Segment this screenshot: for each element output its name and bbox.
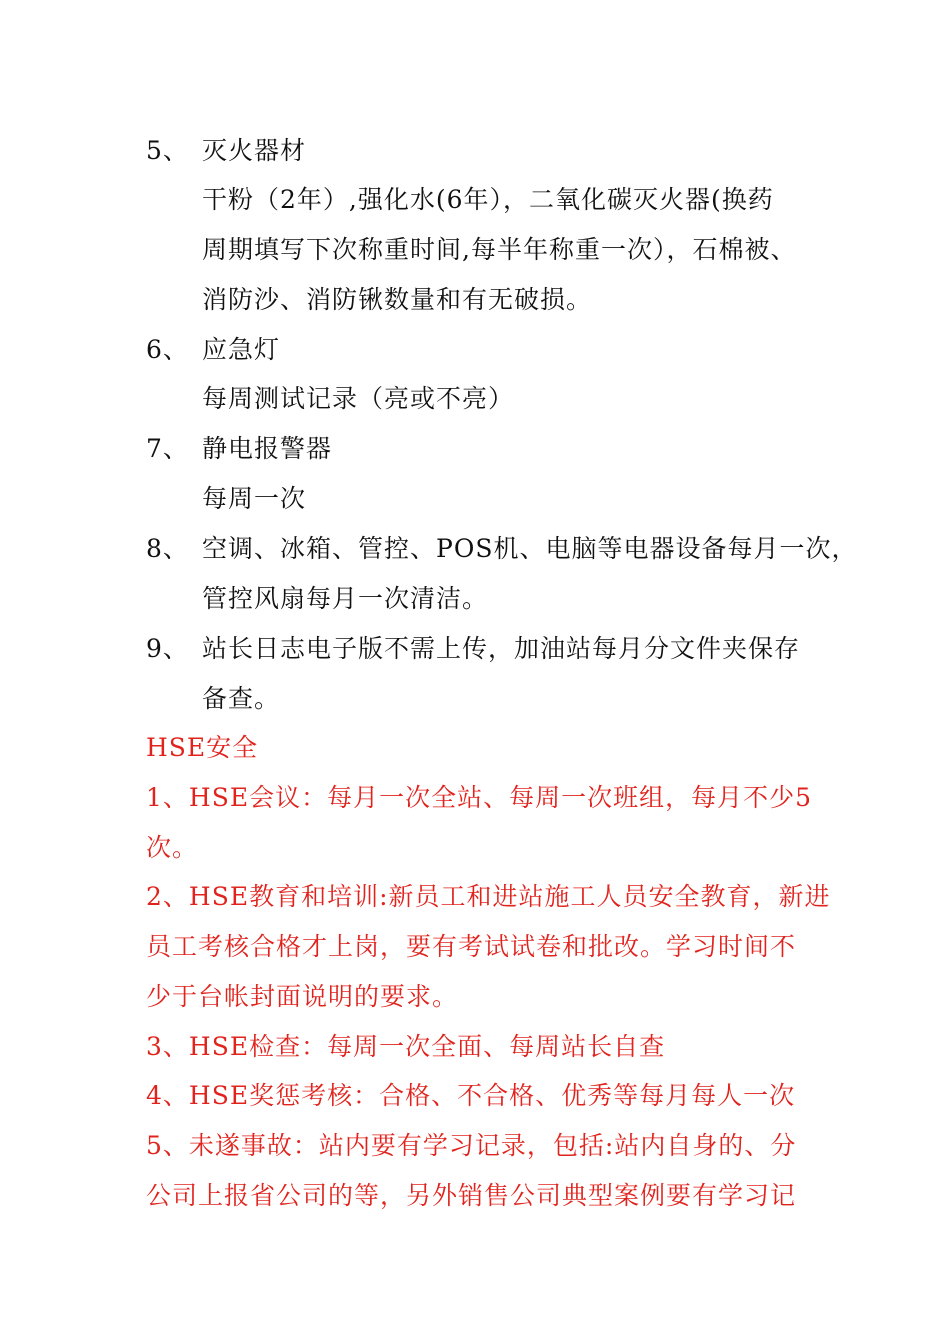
item-number: 6、 [146, 335, 189, 364]
hse-line: 少于台帐封面说明的要求。 [146, 982, 459, 1011]
item-number: 7、 [146, 434, 189, 463]
hse-line: 次。 [146, 833, 199, 862]
item-detail-line: 周期填写下次称重时间,每半年称重一次），石棉被、 [202, 235, 797, 264]
item-detail-line: 管控风扇每月一次清洁。 [202, 584, 489, 613]
hse-line: 3、HSE检查：每周一次全面、每周站长自查 [146, 1032, 666, 1061]
item-detail-line: 备查。 [202, 684, 281, 713]
item-detail-line: 干粉（2年）,强化水(6年），二氧化碳灭火器(换药 [202, 185, 774, 214]
hse-line: 2、HSE教育和培训:新员工和进站施工人员安全教育，新进 [146, 882, 831, 911]
hse-line: 员工考核合格才上岗，要有考试试卷和批改。学习时间不 [146, 932, 797, 961]
item-detail-line: 每周测试记录（亮或不亮） [202, 384, 515, 413]
item-title: 空调、冰箱、管控、POS机、电脑等电器设备每月一次， [202, 534, 858, 563]
hse-line: 4、HSE奖惩考核：合格、不合格、优秀等每月每人一次 [146, 1081, 796, 1110]
item-title: 静电报警器 [202, 434, 333, 463]
hse-line: 1、HSE会议：每月一次全站、每周一次班组，每月不少5 [146, 783, 812, 812]
item-title: 灭火器材 [202, 136, 307, 165]
item-number: 5、 [146, 136, 189, 165]
item-number: 9、 [146, 634, 189, 663]
hse-line: 5、未遂事故：站内要有学习记录，包括:站内自身的、分 [146, 1131, 797, 1160]
item-detail-line: 消防沙、消防锹数量和有无破损。 [202, 285, 593, 314]
item-title: 站长日志电子版不需上传，加油站每月分文件夹保存 [202, 634, 801, 663]
item-detail-line: 每周一次 [202, 484, 307, 513]
item-number: 8、 [146, 534, 189, 563]
hse-line: 公司上报省公司的等，另外销售公司典型案例要有学习记 [146, 1181, 797, 1210]
hse-heading: HSE安全 [146, 733, 259, 762]
item-title: 应急灯 [202, 335, 281, 364]
